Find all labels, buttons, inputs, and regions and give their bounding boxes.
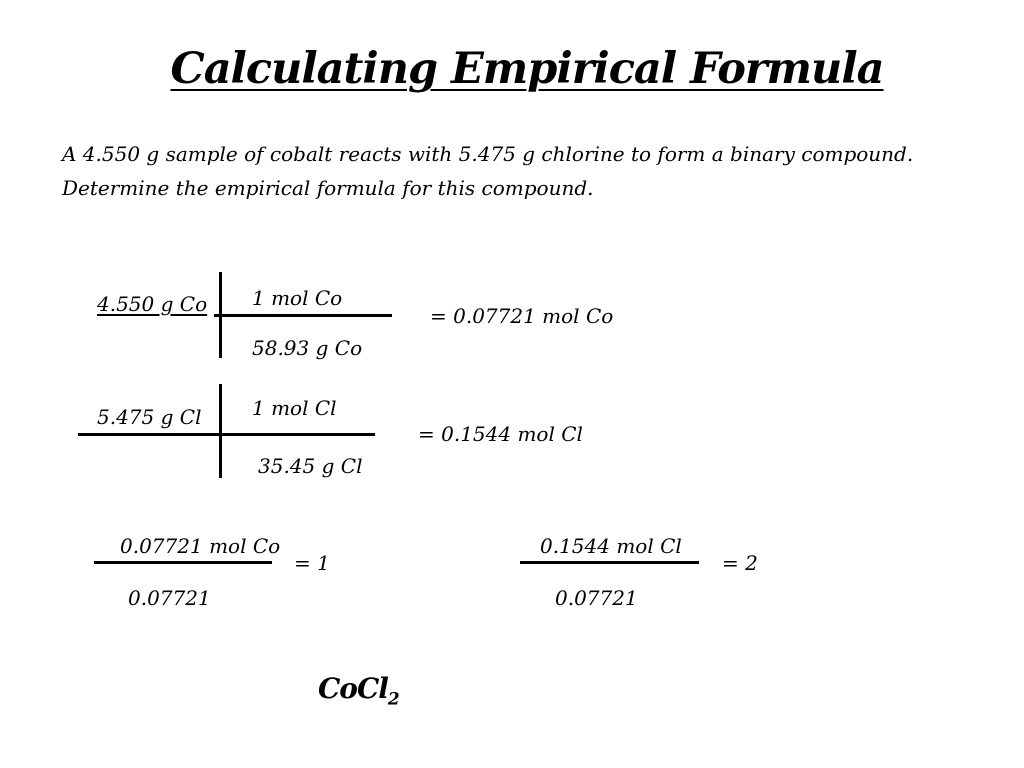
- cobalt-moles-result: = 0.07721 mol Co: [430, 304, 614, 328]
- cobalt-fraction-bar: [214, 314, 392, 317]
- cobalt-ratio-result: = 1: [294, 551, 330, 575]
- problem-statement-line-2: Determine the empirical formula for this compound.: [62, 176, 594, 200]
- chlorine-ratio-numerator: 0.1544 mol Cl: [540, 534, 682, 558]
- chlorine-conversion-denominator: 35.45 g Cl: [258, 454, 363, 478]
- cobalt-ratio-denominator: 0.07721: [128, 586, 211, 610]
- cobalt-conversion-denominator: 58.93 g Co: [252, 336, 363, 360]
- chlorine-fraction-bar: [78, 433, 375, 436]
- cobalt-given-mass: 4.550 g Co: [97, 292, 208, 316]
- cobalt-ratio-bar: [94, 561, 272, 564]
- chlorine-conversion-numerator: 1 mol Cl: [252, 396, 337, 420]
- chlorine-ratio-denominator: 0.07721: [555, 586, 638, 610]
- empirical-formula-answer: [318, 672, 399, 710]
- chlorine-ratio-result: = 2: [722, 551, 758, 575]
- problem-statement-line-1: A 4.550 g sample of cobalt reacts with 5.475 g chlorine to form a binary compound.: [62, 142, 914, 166]
- chlorine-moles-result: = 0.1544 mol Cl: [418, 422, 583, 446]
- formula-subscript: 2: [387, 689, 399, 710]
- chlorine-given-mass: 5.475 g Cl: [97, 405, 202, 429]
- cobalt-conversion-numerator: 1 mol Co: [252, 286, 343, 310]
- formula-base: CoCl: [318, 672, 388, 705]
- chlorine-ratio-bar: [520, 561, 699, 564]
- cobalt-ratio-numerator: 0.07721 mol Co: [120, 534, 281, 558]
- slide-title: Calculating Empirical Formula: [170, 44, 884, 94]
- chlorine-vertical-bar: [219, 384, 222, 478]
